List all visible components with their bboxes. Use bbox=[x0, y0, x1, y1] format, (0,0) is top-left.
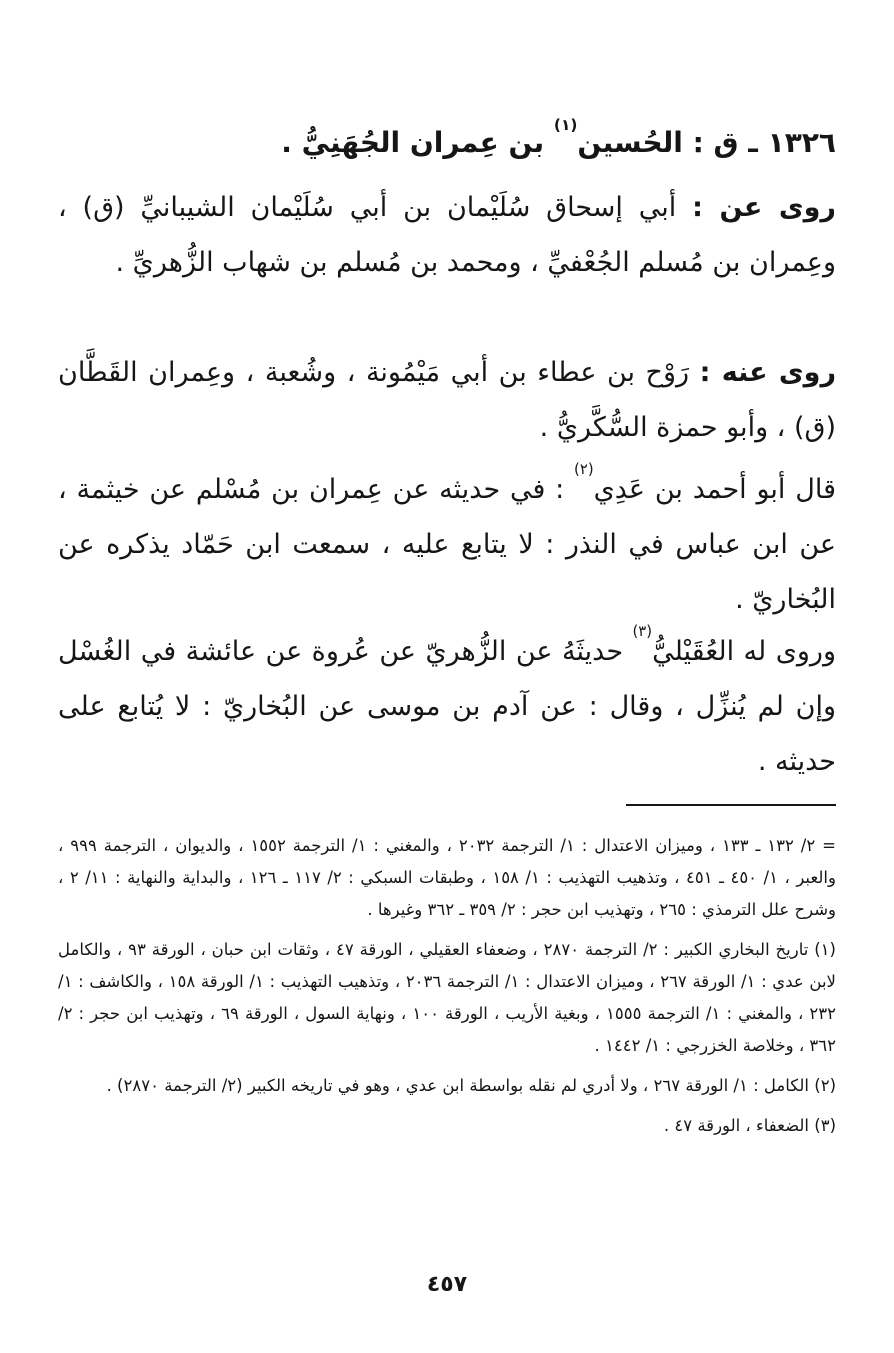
narrated-from-text: أبي إسحاق سُلَيْمان بن أبي سُلَيْمان الشيبانيِّ (ق) ، وعِمران بن مُسلم الجُعْفيِّ ، ومحمد بن مُسلم بن شهاب الزُّهريِّ . bbox=[58, 192, 836, 278]
entry-number: ١٣٢٦ bbox=[767, 126, 836, 159]
narrated-from-label: روى عن : bbox=[692, 192, 836, 223]
footnote-1: (١) تاريخ البخاري الكبير : ٢/ الترجمة ٢٨٧٠ ، وضعفاء العقيلي ، الورقة ٤٧ ، وثقات ابن حبان ، الورقة ٩٣ ، والكامل لابن عدي : ١/ الورقة ٢٦٧ ، وميزان الاعتدال : ١/ الترجمة ٢٠٣٦ ، وتذهيب التهذيب : ١/ الورقة ١٥٨ ، والكاشف : ١/ ٢٣٢ ، والمغني : ١/ الترجمة ١٥٥٥ ، وبغية الأريب ، الورقة ١٠٠ ، ونهاية السول ، الورقة ٦٩ ، وتهذيب ابن حجر : ٢/ ٣٦٢ ، وخلاصة الخزرجي : ١/ ١٤٤٢ . bbox=[58, 940, 836, 1055]
page-number: ٤٥٧ bbox=[426, 1272, 468, 1297]
narrated-by-paragraph bbox=[58, 345, 836, 455]
footnote-ref-3: (٣) bbox=[632, 622, 653, 640]
footnote-3: (٣) الضعفاء ، الورقة ٤٧ . bbox=[663, 1116, 836, 1135]
narrated-by-text: رَوْح بن عطاء بن أبي مَيْمُونة ، وشُعبة ، وعِمران القَطَّان (ق) ، وأبو حمزة السُّكَّريُّ . bbox=[58, 357, 836, 443]
footnote-continuation: = ٢/ ١٣٢ ـ ١٣٣ ، وميزان الاعتدال : ١/ الترجمة ٢٠٣٢ ، والمغني : ١/ الترجمة ١٥٥٢ ، والديوان ، الترجمة ٩٩٩ ، والعبر ، ١/ ٤٥٠ ـ ٤٥١ ، وتذهيب التهذيب : ١/ ١٥٨ ، وطبقات السبكي : ٢/ ١١٧ ـ ١٢٦ ، والبداية والنهاية : ١١/ ٢ ، وشرح علل الترمذي : ٢٦٥ ، وتهذيب ابن حجر : ٢/ ٣٥٩ ـ ٣٦٢ وغيرها . bbox=[58, 836, 836, 919]
narrated-by-label: روى عنه : bbox=[699, 357, 837, 388]
entry-heading bbox=[58, 118, 836, 168]
uqayli-text-a: وروى له العُقَيْليُّ bbox=[652, 636, 836, 667]
uqayli-text-b: حديثَهُ عن الزُّهريّ عن عُروة عن عائشة في الغُسْل وإن لم يُنزِّل ، وقال : عن آدم بن موسى عن البُخاريّ : لا يُتابع على حديثه . bbox=[58, 636, 836, 777]
entry-name: ـ ق : الحُسين bbox=[577, 126, 758, 159]
ibn-adi-text-a: قال أبو أحمد بن عَدِي bbox=[593, 474, 836, 505]
ibn-adi-text-b: : في حديثه عن عِمران بن مُسْلم عن خيثمة ، عن ابن عباس في النذر : لا يتابع عليه ، سمعت ابن حَمّاد يذكره عن البُخاريّ . bbox=[58, 474, 836, 615]
entry-name-rest: بن عِمران الجُهَنِيُّ . bbox=[281, 126, 545, 159]
footnote-ref-1: (١) bbox=[553, 116, 578, 134]
footnotes bbox=[58, 830, 836, 1150]
footnote-divider bbox=[626, 804, 836, 806]
footnote-ref-2: (٢) bbox=[574, 460, 594, 478]
uqayli-paragraph bbox=[58, 624, 836, 789]
footnote-2: (٢) الكامل : ١/ الورقة ٢٦٧ ، ولا أدري لم نقله بواسطة ابن عدي ، وهو في تاريخه الكبير (٢/ الترجمة ٢٨٧٠) . bbox=[106, 1076, 836, 1095]
narrated-from-paragraph bbox=[58, 180, 836, 290]
ibn-adi-paragraph bbox=[58, 462, 836, 627]
